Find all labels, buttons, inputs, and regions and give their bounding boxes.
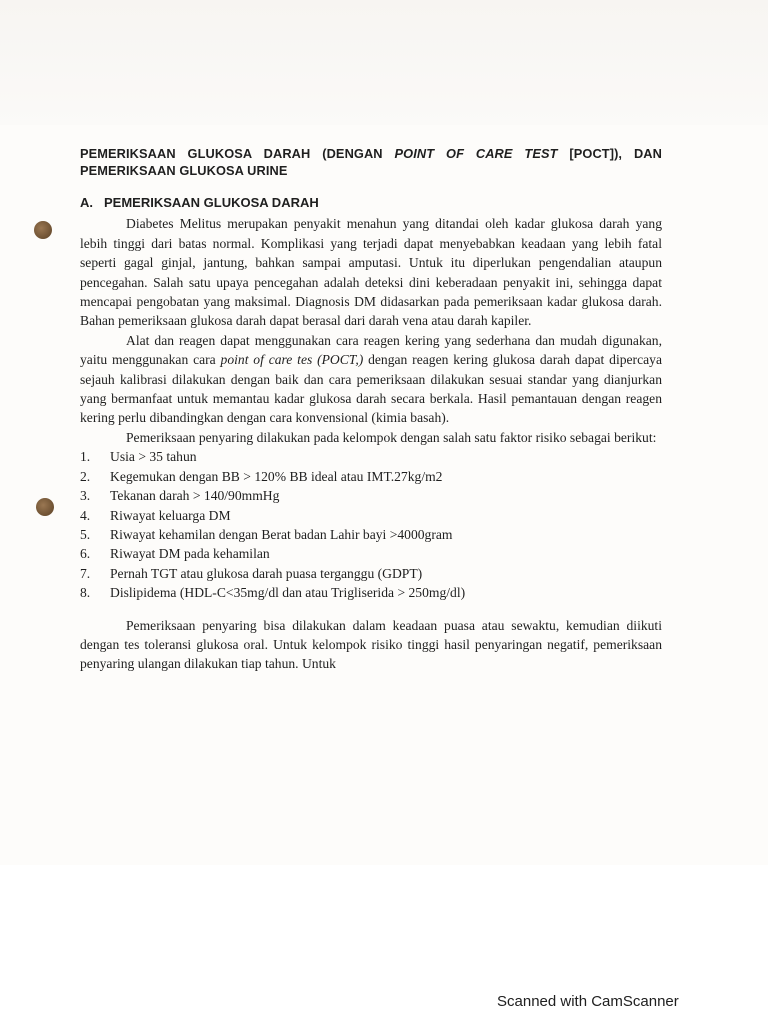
- list-item: 7. Pernah TGT atau glukosa darah puasa terganggu (GDPT): [80, 565, 423, 581]
- paragraph-diabetes: Diabetes Melitus merupakan penyakit menahun yang ditandai oleh kadar glukosa darah yang lebih tinggi dari batas normal. Komplikasi yang terjadi dapat menyebabkan keadaan yang lebih fatal seperti gagal ginjal, jantung, bahkan sampai amputasi. Untuk itu diperlukan pengendalian ataupun pencegahan. Salah satu upaya pencegahan adalah deteksi dini keberadaan penyakit ini, sehingga dapat mencapai pengobatan yang maksimal. Diagnosis DM didasarkan pada pemeriksaan kadar glukosa darah. Bahan pemeriksaan glukosa darah dapat berasal dari darah vena atau darah kapiler.: [80, 216, 662, 329]
- list-item: 5. Riwayat kehamilan dengan Berat badan Lahir bayi >4000gram: [80, 526, 453, 542]
- list-item: 1. Usia > 35 tahun: [80, 449, 197, 465]
- paragraph-follow-up: Pemeriksaan penyaring bisa dilakukan dalam keadaan puasa atau sewaktu, kemudian diikuti dengan tes toleransi glukosa oral. Untuk kelompok risiko tinggi hasil penyaringan negatif, pemeriksaan penyaring ulangan dilakukan tiap tahun. Untuk: [80, 617, 662, 672]
- punch-hole-bottom: [36, 498, 54, 516]
- list-item: 4. Riwayat keluarga DM: [80, 507, 231, 523]
- punch-hole-top: [34, 221, 52, 239]
- section-heading: A. PEMERIKSAAN GLUKOSA DARAH: [80, 195, 319, 210]
- list-item: 2. Kegemukan dengan BB > 120% BB ideal atau IMT.27kg/m2: [80, 468, 443, 484]
- paragraph-reagent: Alat dan reagen dapat menggunakan cara reagen kering yang sederhana dan mudah digunakan, yaitu menggunakan cara point of care tes (POCT,) dengan reagen kering glukosa darah dapat dipercaya sejauh kalibrasi dilakukan dengan baik dan cara pemeriksaan dilakukan sesuai standar yang dianjurkan yang bermanfaat untuk memantau kadar glukosa darah secara berkala. Hasil pemantauan dengan reagen kering perlu dibandingkan dengan cara konvensional (kimia basah).: [80, 332, 662, 426]
- scan-background-top: [0, 0, 768, 130]
- scanner-watermark: Scanned with CamScanner: [497, 993, 679, 1010]
- paragraph-screening: Pemeriksaan penyaring dilakukan pada kelompok dengan salah satu faktor risiko sebagai berikut:: [126, 429, 657, 445]
- spacer: [80, 603, 662, 616]
- risk-factor-list: [80, 447, 662, 602]
- list-item: 6. Riwayat DM pada kehamilan: [80, 546, 270, 562]
- list-item: 3. Tekanan darah > 140/90mmHg: [80, 488, 280, 504]
- list-item: 8. Dislipidema (HDL-C<35mg/dl dan atau Trigliserida > 250mg/dl): [80, 585, 466, 601]
- document-title: PEMERIKSAAN GLUKOSA DARAH (DENGAN POINT OF CARE TEST [POCT]), DAN PEMERIKSAAN GLUKOSA URINE: [80, 146, 662, 178]
- document-body: [80, 145, 662, 674]
